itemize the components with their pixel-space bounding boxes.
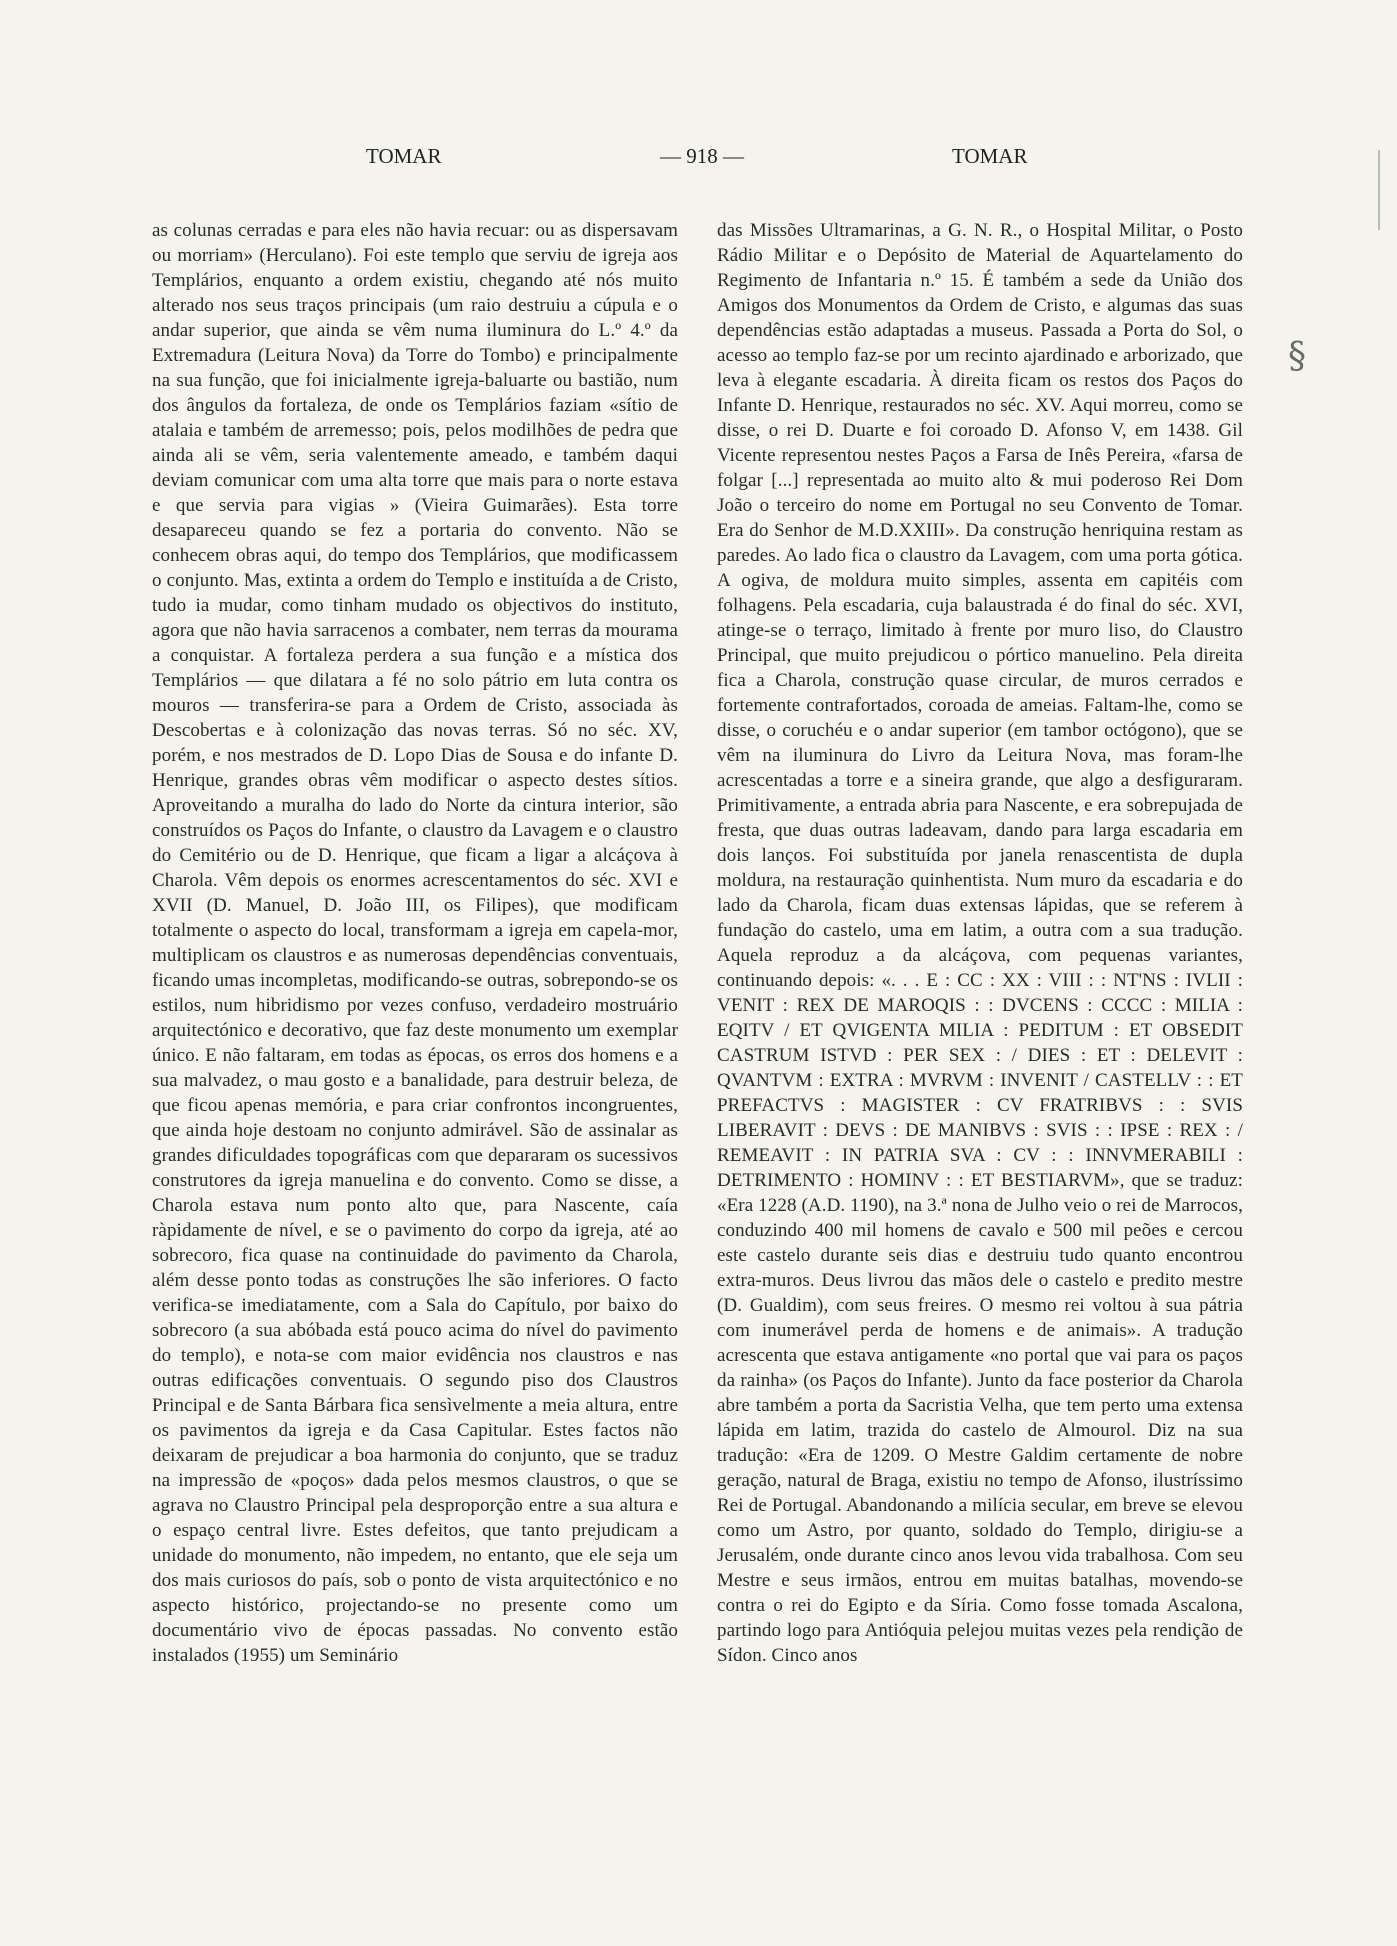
- left-column: [152, 218, 678, 1668]
- page-number: — 918 —: [660, 144, 744, 168]
- margin-rule: [1378, 150, 1380, 230]
- section-mark: §: [1288, 336, 1306, 377]
- left-column-text: as colunas cerradas e para eles não havia recuar: ou as dispersavam ou morriam» (Herculano). Foi este templo que serviu de igreja aos Templários, enquanto a ordem existiu, chegando até nós muito alterado nos seus traços principais (um raio destruiu a cúpula e o andar superior, que ainda se vêm numa iluminura do L.º 4.º da Extremadura (Leitura Nova) da Torre do Tombo) e principalmente na sua função, que foi inicialmente igreja-baluarte ou bastião, num dos ângulos da fortaleza, de onde os Templários faziam «sítio de atalaia e também de arremesso; pois, pelos modilhões de pedra que ainda ali se vêm, seria valentemente ameado, e também daqui deviam comunicar com uma alta torre que mais para o norte estava e que servia para vigias » (Vieira Guimarães). Esta torre desapareceu quando se fez a portaria do convento. Não se conhecem obras aqui, do tempo dos Templários, que modificassem o conjunto. Mas, extinta a ordem do Templo e instituída a de Cristo, tudo ia mudar, como tinham mudado os objectivos do instituto, agora que não havia sarracenos a combater, nem terras da mourama a conquistar. A fortaleza perdera a sua função e a mística dos Templários — que dilatara a fé no solo pátrio em luta contra os mouros — transferira-se para a Ordem de Cristo, associada às Descobertas e à colonização das novas terras. Só no séc. XV, porém, e nos mestrados de D. Lopo Dias de Sousa e do infante D. Henrique, grandes obras vêm modificar o aspecto destes sítios. Aproveitando a muralha do lado do Norte da cintura interior, são construídos os Paços do Infante, o claustro da Lavagem e o claustro do Cemitério ou de D. Henrique, que ficam a ligar a alcáçova à Charola. Vêm depois os enormes acrescentamentos do séc. XVI e XVII (D. Manuel, D. João III, os Filipes), que modificam totalmente o aspecto do local, transformam a igreja em capela-mor, multiplicam os claustros e as numerosas dependências conventuais, ficando umas incompletas, modificando-se outras, sobrepondo-se os estilos, num hibridismo por vezes confuso, verdadeiro mostruário arquitectónico e decorativo, que faz deste monumento um exemplar único. E não faltaram, em todas as épocas, os erros dos homens e a sua malvadez, o mau gosto e a banalidade, para destruir beleza, de que ficou apenas memória, e para criar confrontos incongruentes, que ainda hoje destoam no conjunto admirável. São de assinalar as grandes dificuldades topográficas com que depararam os sucessivos construtores da igreja manuelina e do convento. Como se disse, a Charola estava num ponto alto que, para Nascente, caía ràpidamente de nível, e se o pavimento do corpo da igreja, até ao sobrecoro, fica quase na continuidade do pavimento da Charola, além desse ponto todas as construções lhe são inferiores. O facto verifica-se imediatamente, com a Sala do Capítulo, por baixo do sobrecoro (a sua abóbada está pouco acima do nível do pavimento do templo), e nota-se com maior evidência nos claustros e nas outras edificações conventuais. O segundo piso dos Claustros Principal e de Santa Bárbara fica sensìvelmente a meia altura, entre os pavimentos da igreja e da Casa Capitular. Estes factos não deixaram de prejudicar a boa harmonia do conjunto, que se traduz na impressão de «poços» dada pelos mesmos claustros, o que se agrava no Claustro Principal pela desproporção entre a sua altura e o espaço central livre. Estes defeitos, que tanto prejudicam a unidade do monumento, não impedem, no entanto, que ele seja um dos mais curiosos do país, sob o ponto de vista arquitectónico e no aspecto histórico, projectando-se no presente como um documentário vivo de épocas passadas. No convento estão instalados (1955) um Seminário: [152, 220, 678, 1666]
- right-column: [717, 218, 1243, 1668]
- running-header: [0, 144, 1397, 170]
- header-right-title: TOMAR: [952, 144, 1028, 168]
- header-left-title: TOMAR: [366, 144, 442, 168]
- right-column-text: das Missões Ultramarinas, a G. N. R., o Hospital Militar, o Posto Rádio Militar e o Depósito de Material de Aquartelamento do Regimento de Infantaria n.º 15. É também a sede da União dos Amigos dos Monumentos da Ordem de Cristo, e algumas das suas dependências estão adaptadas a museus. Passada a Porta do Sol, o acesso ao templo faz-se por um recinto ajardinado e arborizado, que leva à elegante escadaria. À direita ficam os restos dos Paços do Infante D. Henrique, restaurados no séc. XV. Aqui morreu, como se disse, o rei D. Duarte e foi coroado D. Afonso V, em 1438. Gil Vicente representou nestes Paços a Farsa de Inês Pereira, «farsa de folgar [...] representada ao muito alto & mui poderoso Rei Dom João o terceiro do nome em Portugal no seu Convento de Tomar. Era do Senhor de M.D.XXIII». Da construção henriquina restam as paredes. Ao lado fica o claustro da Lavagem, com uma porta gótica. A ogiva, de moldura muito simples, assenta em capitéis com folhagens. Pela escadaria, cuja balaustrada é do final do séc. XVI, atinge-se o terraço, limitado à frente por muro liso, do Claustro Principal, que muito prejudicou o pórtico manuelino. Pela direita fica a Charola, construção quase circular, de muros cerrados e fortemente contrafortados, coroada de ameias. Faltam-lhe, como se disse, o coruchéu e o andar superior (em tambor octógono), que se vêm na iluminura do Livro da Leitura Nova, mas foram-lhe acrescentadas a torre e a sineira grande, que algo a desfiguraram. Primitivamente, a entrada abria para Nascente, e era sobrepujada de fresta, que duas outras ladeavam, dando para larga escadaria em dois lanços. Foi substituída por janela renascentista de dupla moldura, na restauração quinhentista. Num muro da escadaria e do lado da Charola, ficam duas extensas lápidas, que se referem à fundação do castelo, uma em latim, a outra com a sua tradução. Aquela reproduz a da alcáçova, com pequenas variantes, continuando depois: «. . . E : CC : XX : VIII : : NT'NS : IVLII : VENIT : REX DE MAROQIS : : DVCENS : CCCC : MILIA : EQITV / ET QVIGENTA MILIA : PEDITUM : ET OBSEDIT CASTRUM ISTVD : PER SEX : / DIES : ET : DELEVIT : QVANTVM : EXTRA : MVRVM : INVENIT / CASTELLV : : ET PREFACTVS : MAGISTER : CV FRATRIBVS : : SVIS LIBERAVIT : DEVS : DE MANIBVS : SVIS : : IPSE : REX : / REMEAVIT : IN PATRIA SVA : CV : : INNVMERABILI : DETRIMENTO : HOMINV : : ET BESTIARVM», que se traduz: «Era 1228 (A.D. 1190), na 3.ª nona de Julho veio o rei de Marrocos, conduzindo 400 mil homens de cavalo e 500 mil peões e cercou este castelo durante seis dias e destruiu tudo quanto encontrou extra-muros. Deus livrou das mãos dele o castelo e predito mestre (D. Gualdim), com seus freires. O mesmo rei voltou à sua pátria com inumerável perda de homens e de animais». A tradução acrescenta que estava antigamente «no portal que vai para os paços da rainha» (os Paços do Infante). Junto da face posterior da Charola abre também a porta da Sacristia Velha, que tem perto uma extensa lápida em latim, trazida do castelo de Almourol. Diz na sua tradução: «Era de 1209. O Mestre Galdim certamente de nobre geração, natural de Braga, existiu no tempo de Afonso, ilustríssimo Rei de Portugal. Abandonando a milícia secular, em breve se elevou como um Astro, por quanto, soldado do Templo, dirigiu-se a Jerusalém, onde durante cinco anos levou vida trabalhosa. Com seu Mestre e seus irmãos, entrou em muitas batalhas, movendo-se contra o rei do Egipto e da Síria. Como fosse tomada Ascalona, partindo logo para Antióquia pelejou muitas vezes pela rendição de Sídon. Cinco anos: [717, 220, 1243, 1666]
